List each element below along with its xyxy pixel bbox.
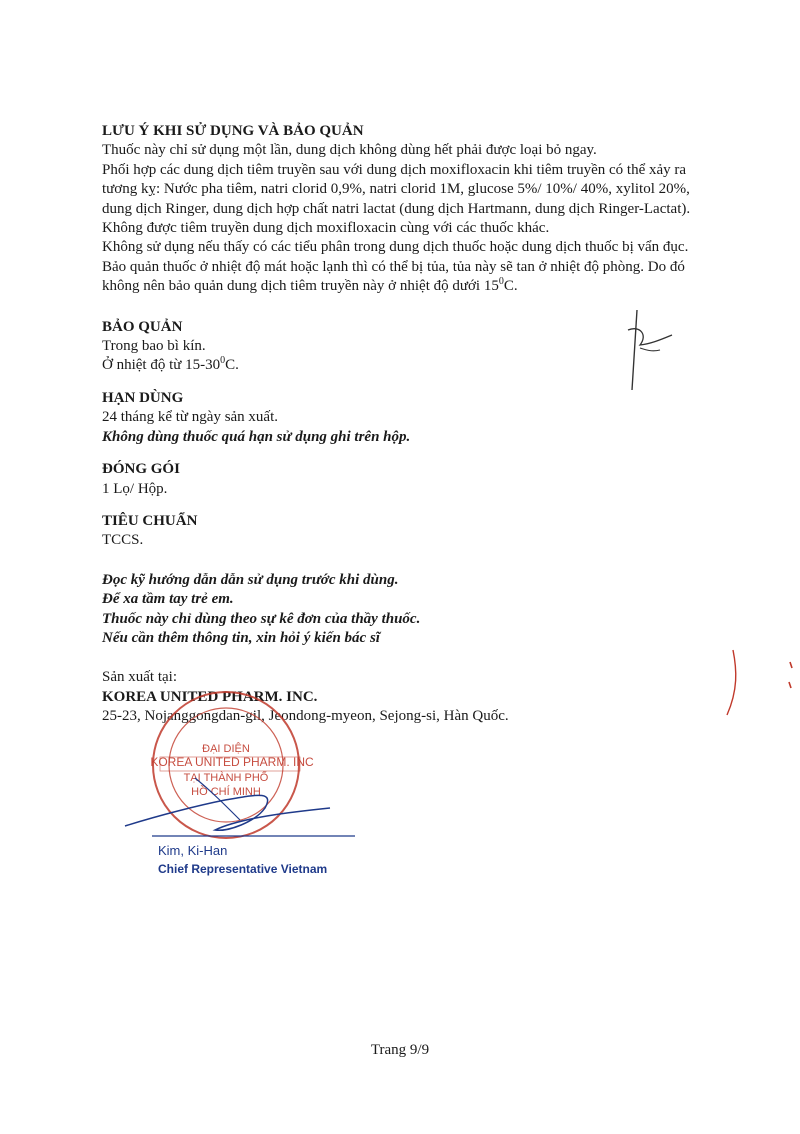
manufacturer-name: KOREA UNITED PHARM. INC. <box>102 688 318 705</box>
advice-block <box>102 571 742 649</box>
document-body <box>102 122 742 727</box>
section-heading: TIÊU CHUẨN <box>102 512 198 529</box>
page-number: Trang 9/9 <box>370 1042 430 1058</box>
signatory-title: Chief Representative Vietnam <box>158 862 328 876</box>
section-usage-storage-notes <box>102 122 742 297</box>
section-heading: BẢO QUẢN <box>102 318 183 335</box>
superscript: 0 <box>498 276 504 288</box>
text-run: Ở nhiệt độ từ 15-30 <box>102 357 221 374</box>
paragraph-line: Thuốc này chỉ sử dụng một lần, dung dịch không dùng hết phải được loại bỏ ngay. <box>102 142 597 159</box>
section-heading: LƯU Ý KHI SỬ DỤNG VÀ BẢO QUẢN <box>102 123 364 139</box>
manufacturer-block <box>102 668 742 726</box>
paragraph-line: Không sử dụng nếu thấy có các tiểu phân trong dung dịch thuốc hoặc dung dịch thuốc bị vẩn đục. <box>102 239 689 256</box>
paragraph-line: TCCS. <box>102 532 144 549</box>
paragraph-line: Bảo quản thuốc ở nhiệt độ mát hoặc lạnh thì có thể bị tủa, tủa này sẽ tan ở nhiệt độ phòng. Do đó <box>102 258 685 275</box>
manufacturer-address: 25-23, Nojanggongdan-gil, Jeondong-myeon, Sejong-si, Hàn Quốc. <box>102 708 509 725</box>
paragraph-line: dung dịch Ringer, dung dịch hợp chất natri lactat (dung dịch Hartmann, dung dịch Ringer-Lactat). <box>102 200 691 217</box>
section-heading: HẠN DÙNG <box>102 389 184 406</box>
paragraph-line: tương kỵ: Nước pha tiêm, natri clorid 0,9%, natri clorid 1M, glucose 5%/ 10%/ 40%, xylitol 20%, <box>102 181 690 198</box>
section-packing <box>102 460 742 499</box>
text-run: C. <box>503 278 518 295</box>
advice-line: Để xa tầm tay trẻ em. <box>102 591 234 608</box>
superscript: 0 <box>220 355 226 367</box>
stamp-line: HỒ CHÍ MINH <box>191 786 261 798</box>
section-standard <box>102 512 742 551</box>
paragraph-line <box>102 356 742 375</box>
manufacturer-label: Sản xuất tại: <box>102 669 177 686</box>
paragraph-line <box>102 277 742 296</box>
stamp-line: TẠI THÀNH PHỐ <box>183 772 269 784</box>
paragraph-line: 1 Lọ/ Hộp. <box>102 480 168 497</box>
section-storage <box>102 318 742 376</box>
signatory-name: Kim, Ki-Han <box>158 843 228 858</box>
section-heading: ĐÓNG GÓI <box>102 461 180 478</box>
paragraph-line: 24 tháng kể từ ngày sản xuất. <box>102 409 279 426</box>
advice-line: Đọc kỹ hướng dẫn dẫn sử dụng trước khi dùng. <box>102 571 399 588</box>
paragraph-line: Phối hợp các dung dịch tiêm truyền sau với dung dịch moxifloxacin khi tiêm truyền có thể xảy ra <box>102 161 687 178</box>
stamp-line: KOREA UNITED PHARM. INC <box>150 755 314 769</box>
paragraph-line: Không được tiêm truyền dung dịch moxifloxacin cùng với các thuốc khác. <box>102 220 550 237</box>
section-expiry <box>102 389 742 447</box>
text-run: không nên bảo quản dung dịch tiêm truyền này ở nhiệt độ dưới 15 <box>102 278 499 295</box>
text-run: C. <box>225 357 239 374</box>
stamp-line: ĐẠI DIỆN <box>202 743 250 755</box>
advice-line: Nếu cần thêm thông tin, xin hỏi ý kiến bác sĩ <box>102 629 380 646</box>
advice-line: Thuốc này chỉ dùng theo sự kê đơn của thầy thuốc. <box>102 610 421 627</box>
paragraph-line: Không dùng thuốc quá hạn sử dụng ghi trên hộp. <box>102 428 411 445</box>
paragraph-line: Trong bao bì kín. <box>102 338 206 355</box>
